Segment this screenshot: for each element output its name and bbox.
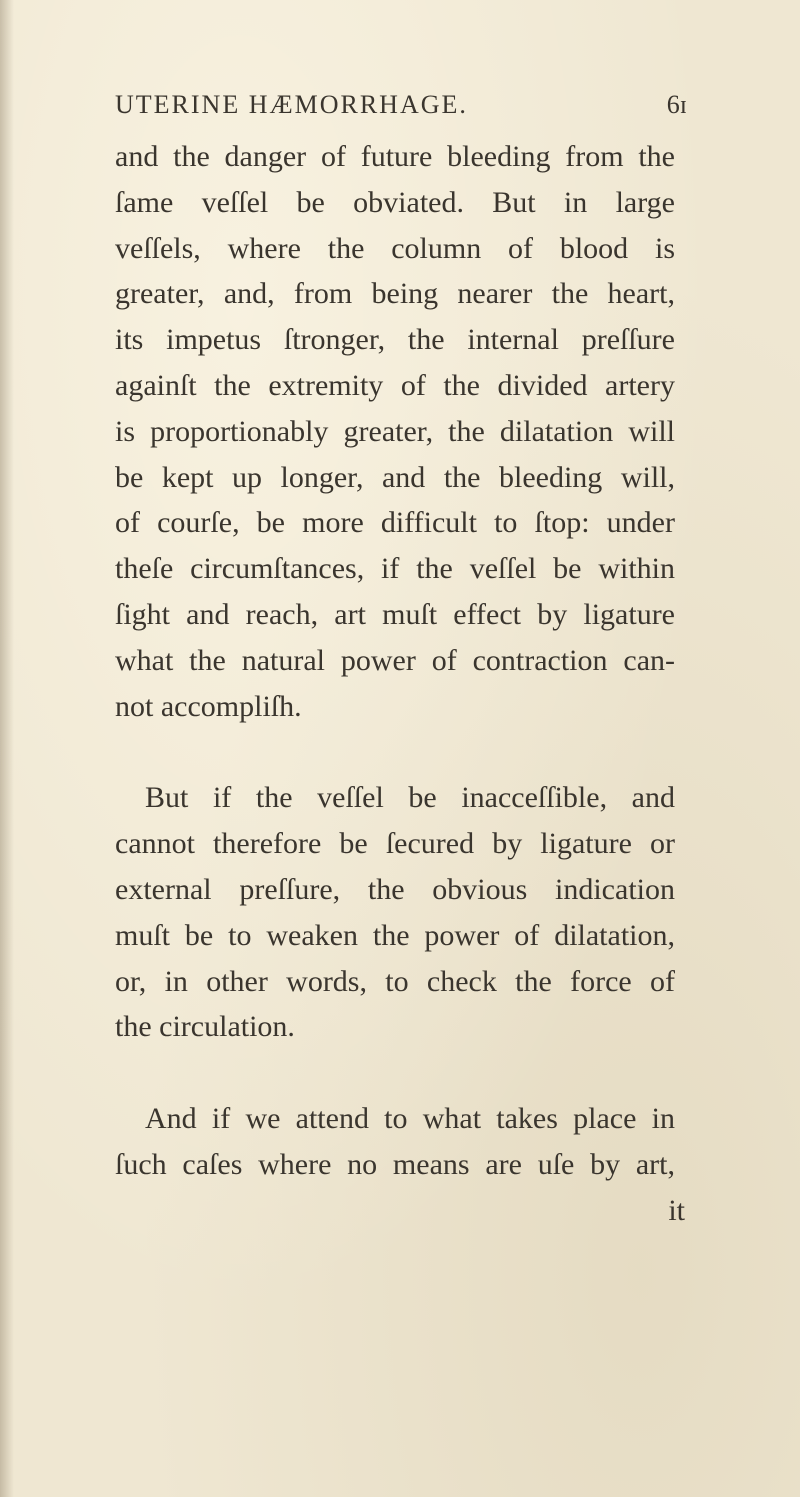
text-line: the circulation. [115,1010,295,1044]
catchword: it [668,1193,685,1227]
text-line: greater, and, from being nearer the heart, [115,277,675,311]
text-line: what the natural power of contraction can- [115,643,675,677]
text-line: is proportionably greater, the dilatation will [115,414,675,448]
text-line: veſſels, where the column of blood is [115,231,675,265]
paragraph-3 [115,1096,675,1188]
text-line: ſuch caſes where no means are uſe by art, [115,1147,675,1181]
text-line: againſt the extremity of the divided artery [115,368,675,402]
page-number: 6ɪ [666,90,687,119]
page-text-block [115,90,687,1234]
paragraph-2 [115,775,675,1050]
page-header [115,90,687,134]
paragraph-gap [115,1050,675,1096]
text-line: of courſe, be more difficult to ſtop: under [115,506,675,540]
text-line: cannot therefore be ſecured by ligature or [115,827,675,861]
text-line: theſe circumſtances, if the veſſel be within [115,552,675,586]
text-line: ſight and reach, art muſt effect by ligature [115,597,675,631]
text-line: and the danger of future bleeding from the [115,140,675,173]
text-line: But if the veſſel be inacceſſible, and [145,781,675,815]
running-title: UTERINE HÆMORRHAGE. [115,90,468,119]
page-spine-shadow [0,0,14,1497]
text-line: external preſſure, the obvious indication [115,872,675,906]
text-line: ſame veſſel be obviated. But in large [115,185,675,219]
text-line: or, in other words, to check the force of [115,964,675,998]
text-line: muſt be to weaken the power of dilatation, [115,918,675,952]
text-line: And if we attend to what takes place in [145,1102,675,1136]
paragraph-gap [115,729,675,775]
paragraph-1 [115,134,675,729]
text-line: be kept up longer, and the bleeding will, [115,460,675,494]
text-line: its impetus ſtronger, the internal preſſure [115,323,675,357]
text-line: not accompliſh. [115,689,302,723]
